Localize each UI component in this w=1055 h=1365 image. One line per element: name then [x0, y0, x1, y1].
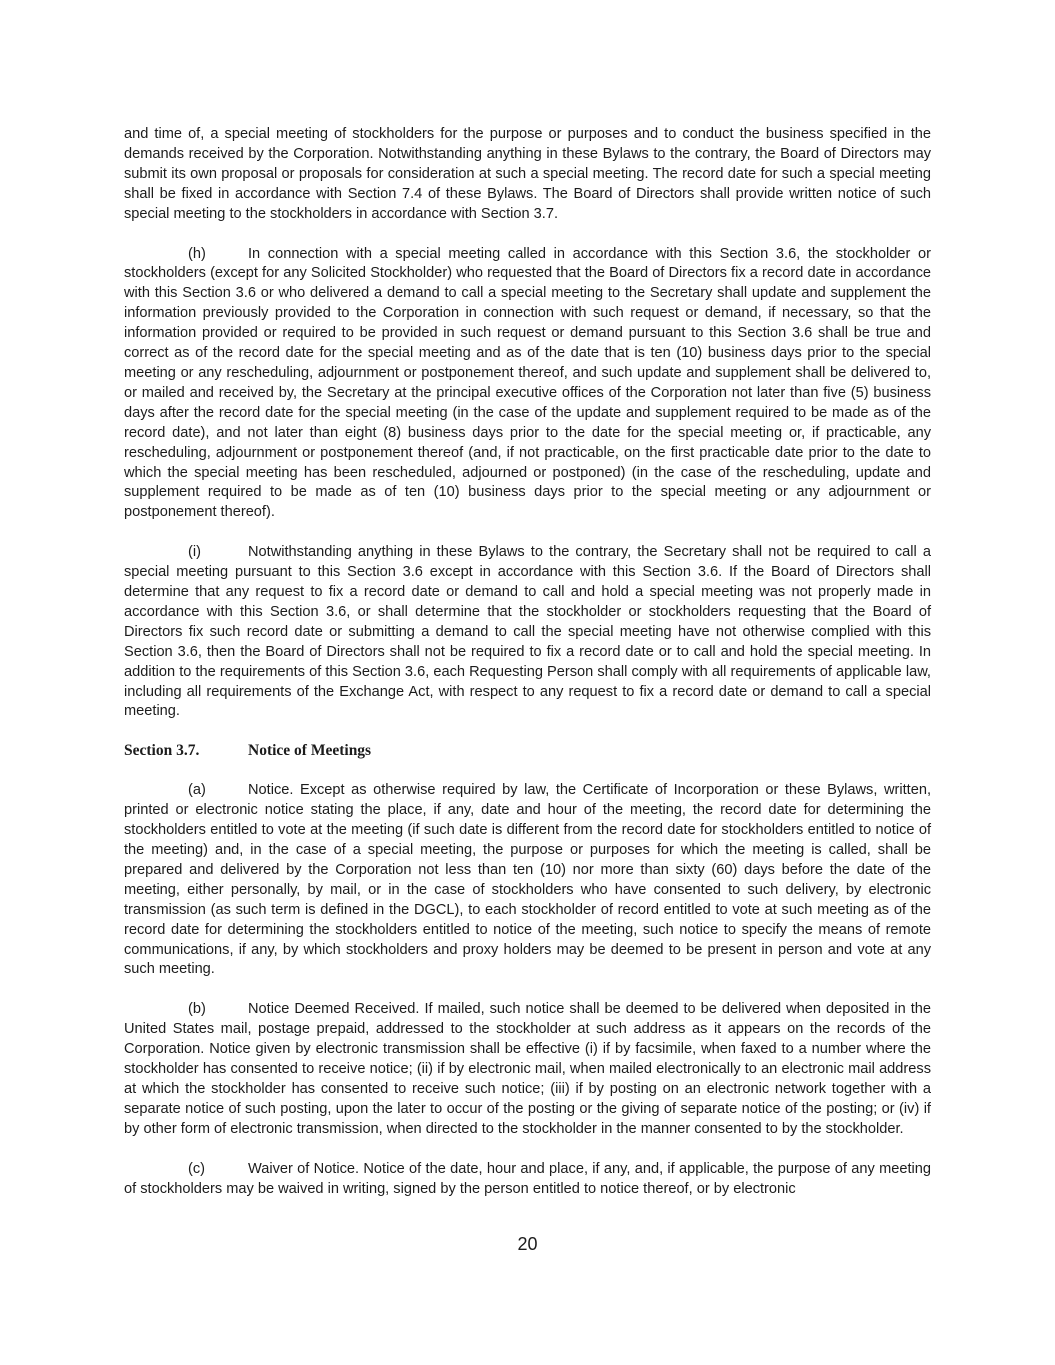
paragraph-continued: and time of, a special meeting of stockholders for the purpose or purposes and to conduct the business specified in the demands received by the Corporation. Notwithstanding anything in these Bylaws to the contrary, the Board of Directors may submit its own proposal or proposals for consideration at such a special meeting. The record date for such a special meeting shall be fixed in accordance with Section 7.4 of these Bylaws. The Board of Directors shall provide written notice of such special meeting to the stockholders in accordance with Section 3.7. — [124, 126, 931, 222]
paragraph-a-label: (a) — [188, 782, 206, 799]
paragraph-b-label: (b) — [188, 1001, 206, 1018]
paragraph-h-label: (h) — [188, 245, 206, 262]
paragraph-c-text: Waiver of Notice. Notice of the date, hour and place, if any, and, if applicable, the purpose of any meeting of stockholders may be waived in writing, signed by the person entitled to notice thereof, or by electronic — [124, 1160, 931, 1197]
paragraph-b — [124, 1000, 931, 1139]
paragraph-i-text: Notwithstanding anything in these Bylaws to the contrary, the Secretary shall not be required to call a special meeting pursuant to this Section 3.6 except in accordance with this Section 3.6. If the Board of Directors shall determine that any request to fix a record date or demand to call and hold a special meeting was not properly made in accordance with this Section 3.6, or shall determine that the stockholder or stockholders requesting that the Board of Directors fix such record date or submitting a demand to call the special meeting have not otherwise complied with this Section 3.6, then the Board of Directors shall not be required to fix a record date or to call and hold the special meeting. In addition to the requirements of this Section 3.6, each Requesting Person shall comply with all requirements of applicable law, including all requirements of the Exchange Act, with respect to any request to fix a record date or demand to call a special meeting. — [124, 544, 931, 720]
page-number: 20 — [517, 1234, 538, 1254]
section-number: Section 3.7. — [124, 742, 200, 760]
paragraph-b-text: Notice Deemed Received. If mailed, such notice shall be deemed to be delivered when deposited in the United States mail, postage prepaid, addressed to the stockholder at such address as it appears on the records of the Corporation. Notice given by electronic transmission shall be effective (i) if by facsimile, when faxed to a number where the stockholder has consented to receive notice; (ii) if by electronic mail, when mailed electronically to an electronic mail address at which the stockholder has consented to receive such notice; (iii) if by posting on an electronic network together with a separate notice of such posting, upon the later to occur of the posting or the giving of separate notice of the posting; or (iv) if by other form of electronic transmission, when directed to the stockholder in the manner consented to by the stockholder. — [124, 1001, 931, 1137]
paragraph-c — [124, 1160, 931, 1200]
paragraph-h-text: In connection with a special meeting called in accordance with this Section 3.6, the stockholder or stockholders (except for any Solicited Stockholder) who requested that the Board of Directors fix a record date in accordance with this Section 3.6 or who delivered a demand to call a special meeting to the Secretary shall update and supplement the information previously provided to the Corporation in connection with such request or demand, if necessary, so that the information provided or required to be provided in such request or demand pursuant to this Section 3.6 shall be true and correct as of the record date for the special meeting and as of the date that is ten (10) business days prior to the special meeting or any rescheduling, adjournment or postponement thereof, and such update and supplement shall be delivered to, or mailed and received by, the Secretary at the principal executive offices of the Corporation not later than five (5) business days after the record date for the special meeting (in the case of the update and supplement required to be made as of the record date), and not later than eight (8) business days prior to the date for the special meeting or, if practicable, any rescheduling, adjournment or postponement thereof (and, if not practicable, on the first practicable date prior to the date to which the special meeting has been rescheduled, adjourned or postponed) (in the case of the rescheduling, update and supplement required to be made as of ten (10) business days prior to the special meeting or any adjournment or postponement thereof). — [124, 245, 931, 521]
paragraph-a-text: Notice. Except as otherwise required by law, the Certificate of Incorporation or these Bylaws, written, printed or electronic notice stating the place, if any, date and hour of the meeting, the record date for determining the stockholders entitled to vote at the meeting (if such date is different from the record date for stockholders entitled to notice of the meeting) and, in the case of a special meeting, the purpose or purposes for which the meeting is called, shall be prepared and delivered by the Corporation not less than ten (10) nor more than sixty (60) days before the date of the meeting, either personally, by mail, or in the case of stockholders who have consented to such delivery, by electronic transmission (as such term is defined in the DGCL), to each stockholder of record entitled to vote at such meeting as of the record date for determining the stockholders entitled to notice of the meeting, such notice to specify the means of remote communications, if any, by which stockholders and proxy holders may be deemed to be present in person and vote at any such meeting. — [124, 782, 931, 978]
section-title: Notice of Meetings — [248, 742, 372, 760]
paragraph-c-label: (c) — [188, 1160, 206, 1177]
paragraph-a — [124, 781, 931, 980]
document-body — [124, 125, 931, 1200]
paragraph-h — [124, 245, 931, 524]
section-heading — [124, 741, 931, 761]
paragraph-i — [124, 543, 931, 722]
paragraph-i-label: (i) — [188, 544, 201, 561]
